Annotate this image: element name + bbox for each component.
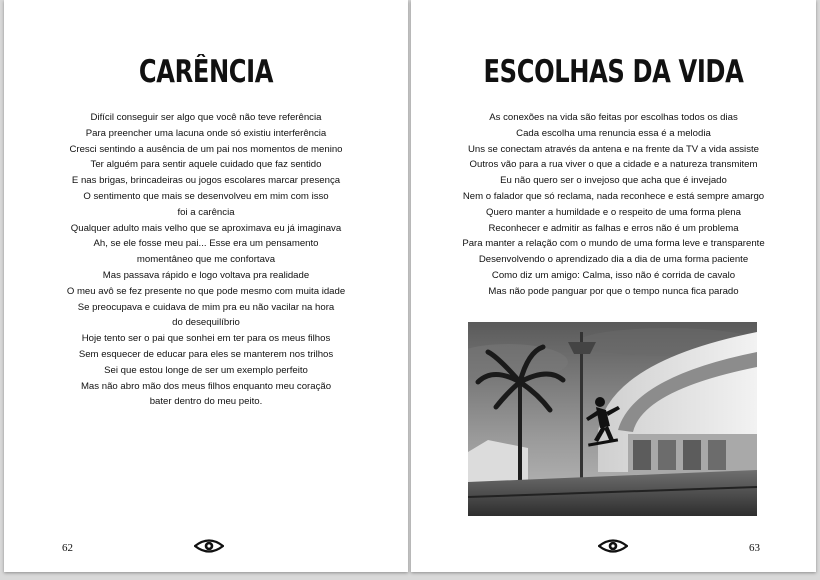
eye-icon <box>598 538 628 554</box>
text-line: Difícil conseguir ser algo que você não teve referência <box>90 112 322 123</box>
text-line: foi a carência <box>177 206 235 218</box>
text-line: Outros vão para a rua viver o que a cidade e a natureza transmitem <box>469 159 758 171</box>
left-page <box>4 0 408 572</box>
text-line: Qualquer adulto mais velho que se aproximava eu já imaginava <box>70 222 342 234</box>
text-line: Mas não abro mão dos meus filhos enquanto meu coração <box>80 380 332 392</box>
poem-text <box>4 110 408 410</box>
text-line: Nem o falador que só reclama, nada reconhece e está sempre amargo <box>462 190 765 202</box>
text-line: Mas passava rápido e logo voltava pra realidade <box>102 269 310 281</box>
text-line: Cada escolha uma renuncia essa é a melodia <box>516 127 711 139</box>
text-line: Hoje tento ser o pai que sonhei em ter para os meus filhos <box>81 333 331 345</box>
text-line: do desequilíbrio <box>172 317 240 329</box>
text-line: Para preencher uma lacuna onde só existiu interferência <box>85 127 327 139</box>
text-line: O sentimento que mais se desenvolveu em mim com isso <box>83 190 329 202</box>
page-title: CARÊNCIA <box>138 54 274 90</box>
page-number: 63 <box>749 542 760 554</box>
text-line: Para manter a relação com o mundo de uma forma leve e transparente <box>462 238 765 250</box>
page-number: 62 <box>62 542 73 554</box>
text-line: Desenvolvendo o aprendizado dia a dia de uma forma paciente <box>478 254 749 266</box>
poem-text <box>411 110 816 300</box>
text-line: Sei que estou longe de ser um exemplo perfeito <box>104 364 308 376</box>
text-line: Uns se conectam através da antena e na frente da TV a vida assiste <box>467 143 759 155</box>
text-line: Cresci sentindo a ausência de um pai nos momentos de menino <box>69 143 343 155</box>
skateboarder-photo <box>468 322 757 516</box>
text-line: momentâneo que me confortava <box>136 254 276 266</box>
text-line: Ah, se ele fosse meu pai... Esse era um pensamento <box>93 238 319 250</box>
text-line: Eu não quero ser o invejoso que acha que é invejado <box>500 175 727 187</box>
right-page <box>411 0 816 572</box>
text-line: bater dentro do meu peito. <box>149 396 263 408</box>
text-line: Sem esquecer de educar para eles se manterem nos trilhos <box>78 348 334 360</box>
text-line: As conexões na vida são feitas por escolhas todos os dias <box>489 112 738 123</box>
text-line: Como diz um amigo: Calma, isso não é corrida de cavalo <box>491 269 736 281</box>
text-line: O meu avô se fez presente no que pode mesmo com muita idade <box>66 285 346 297</box>
eye-icon <box>194 538 224 554</box>
text-line: Reconhecer e admitir as falhas e erros não é um problema <box>488 222 739 234</box>
page-title: ESCOLHAS DA VIDA <box>483 54 744 90</box>
text-line: Ter alguém para sentir aquele cuidado que faz sentido <box>90 159 322 171</box>
text-line: E nas brigas, brincadeiras ou jogos escolares marcar presença <box>71 175 341 187</box>
text-line: Quero manter a humildade e o respeito de uma forma plena <box>486 206 741 218</box>
text-line: Mas não pode panguar por que o tempo nunca fica parado <box>488 285 739 297</box>
text-line: Se preocupava e cuidava de mim pra eu não vacilar na hora <box>77 301 335 313</box>
